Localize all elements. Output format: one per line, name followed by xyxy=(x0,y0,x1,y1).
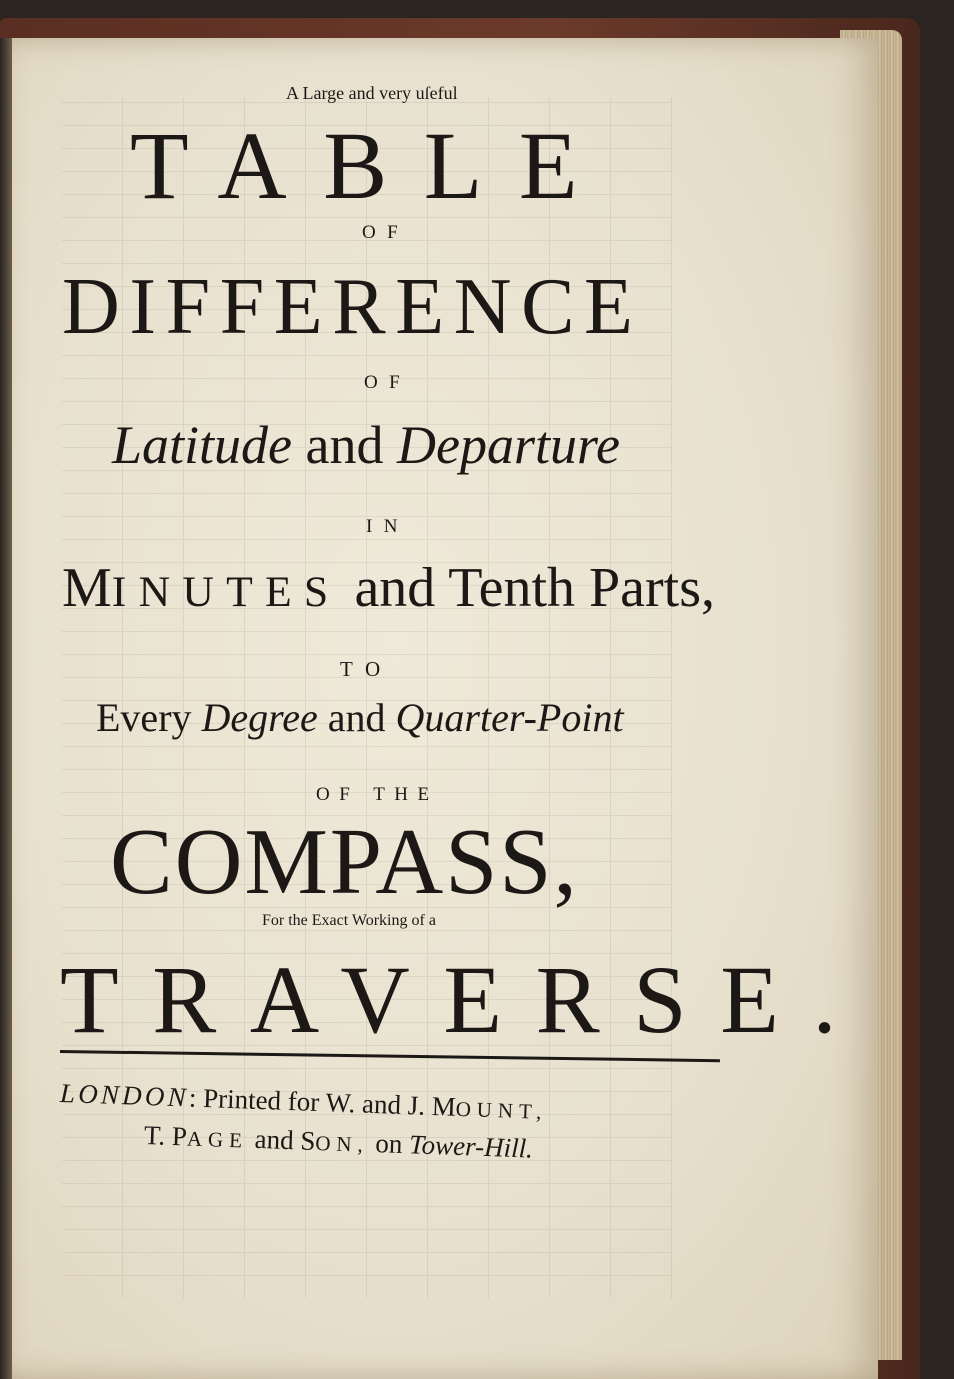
minutes-cap: M xyxy=(62,557,112,619)
intro-line: A Large and very uſeful xyxy=(286,83,458,103)
page-cap: P xyxy=(171,1120,188,1152)
minutes-line xyxy=(62,556,715,620)
on-word: on xyxy=(368,1127,410,1160)
traverse-heading: TRAVERSE. xyxy=(60,946,871,1053)
departure-word: Departure xyxy=(396,415,620,475)
of-the-line: OF THE xyxy=(316,784,439,805)
degree-line xyxy=(96,694,624,741)
and-word-1: and xyxy=(292,415,397,475)
of-line-2: OF xyxy=(364,372,412,393)
t-initial: T. xyxy=(143,1120,173,1151)
degree-word: Degree xyxy=(201,695,318,740)
and-word-3: and xyxy=(247,1123,301,1156)
every-word: Every xyxy=(96,695,202,740)
imprint-line-1 xyxy=(59,1078,547,1126)
difference-heading: DIFFERENCE xyxy=(62,263,643,351)
imprint-line-2 xyxy=(143,1120,533,1165)
and-word-2: and xyxy=(317,695,396,740)
table-heading: TABLE xyxy=(130,112,614,219)
mount-cap: M xyxy=(431,1090,457,1122)
printed-for: : Printed for W. and J. xyxy=(188,1082,433,1121)
mount-rest: OUNT, xyxy=(455,1096,548,1125)
to-line: TO xyxy=(340,657,393,681)
london-word: LONDON xyxy=(59,1078,190,1113)
latitude-departure-line xyxy=(112,414,620,476)
of-line-1: OF xyxy=(362,222,410,243)
quarter-point-word: Quarter-Point xyxy=(395,695,624,740)
son-rest: ON, xyxy=(314,1130,370,1157)
page-rest: AGE xyxy=(186,1126,249,1153)
compass-heading: COMPASS, xyxy=(110,810,579,914)
latitude-word: Latitude xyxy=(112,415,293,475)
son-cap: S xyxy=(299,1125,316,1156)
minutes-rest: INUTES xyxy=(111,568,341,616)
for-the-line: For the Exact Working of a xyxy=(262,912,436,929)
tower-hill: Tower-Hill. xyxy=(408,1129,534,1164)
in-line: IN xyxy=(366,516,409,537)
tenth-parts: and Tenth Parts, xyxy=(340,557,716,619)
